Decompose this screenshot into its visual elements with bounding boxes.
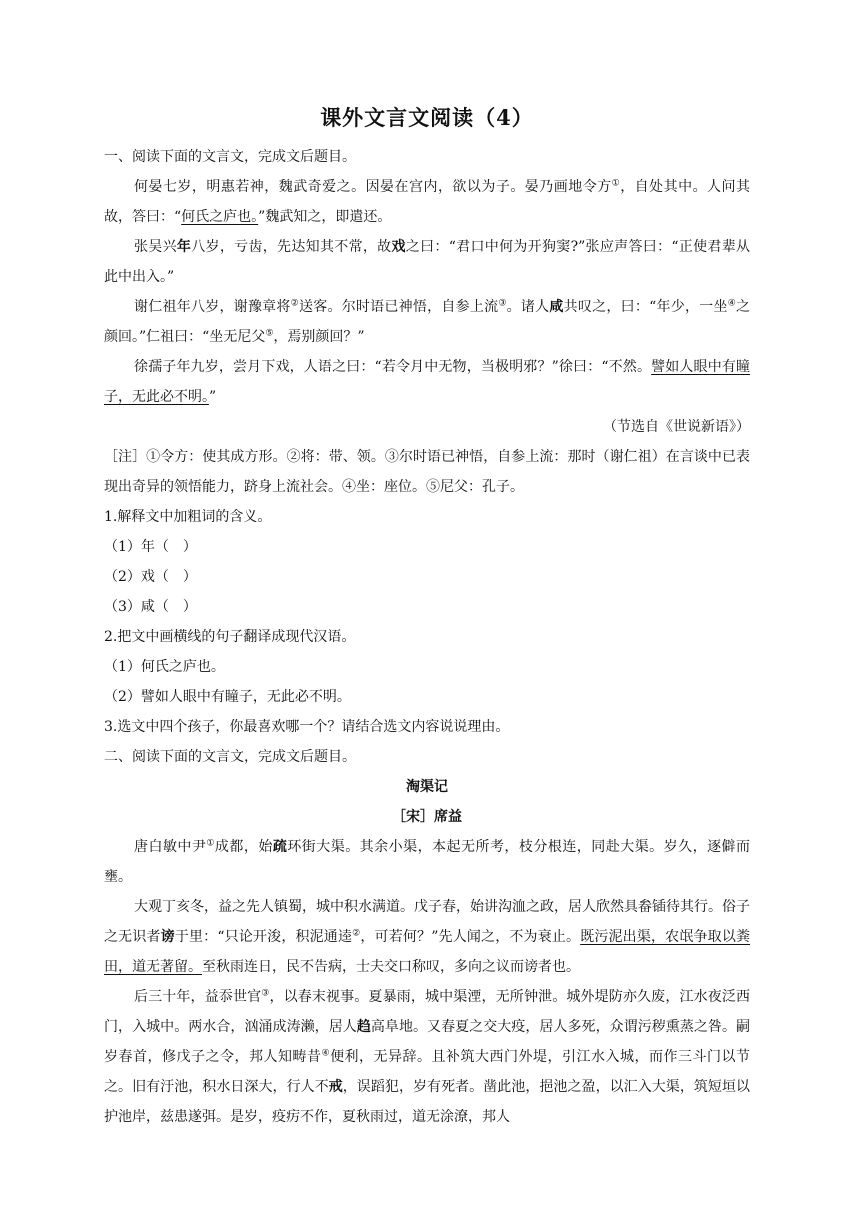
passage1-paragraph-4: 徐孺子年九岁，尝月下戏，人语之曰：“若令月中无物，当极明邪？”徐曰：“不然。譬如人眼中有瞳子，无此必不明。”: [104, 359, 750, 405]
question-2-item-1: （1）何氏之庐也。: [104, 659, 225, 675]
question-1: 1.解释文中加粗词的含义。: [104, 509, 272, 525]
bold-word-xi: 戏: [391, 239, 406, 255]
question-2: 2.把文中画横线的句子翻译成现代汉语。: [104, 629, 356, 645]
source-citation: （节选自《世说新语》）: [603, 419, 750, 435]
page-title: 课外文言文阅读（4）: [320, 105, 534, 130]
bold-word-shu: 疏: [272, 839, 288, 855]
underlined-sentence-1: 何氏之庐也。: [181, 209, 259, 225]
article-title: 淘渠记: [406, 779, 448, 795]
bold-word-qu: 趋: [356, 1019, 371, 1035]
bold-word-nian: 年: [176, 239, 192, 255]
passage1-paragraph-3: 谢仁祖年八岁，谢豫章将②送客。尔时语已神悟，自参上流③。诸人咸共叹之，曰：“年少，一坐④之颜回。”仁祖曰：“坐无尼父⑤，焉别颜回？”: [104, 298, 750, 345]
question-2-item-2: （2）譬如人眼中有瞳子，无此必不明。: [104, 689, 351, 705]
underlined-sentence-3: 既污泥出渠，农氓争取以粪田，道无著留。: [104, 929, 750, 975]
annotation-notes: ［注］①令方：使其成方形。②将：带、领。③尔时语已神悟，自参上流：那时（谢仁祖）在言谈中已表现出奇异的领悟能力，跻身上流社会。④坐：座位。⑤尼父：孔子。: [104, 449, 750, 495]
bold-word-bang: 谤: [160, 929, 175, 945]
passage2-paragraph-2: 大观丁亥冬，益之先人镇蜀，城中积水满道。戊子春，始讲沟洫之政，居人欣然具畚锸待其行。俗子之无识者谤于里：“只论开浚，积泥通逵②，可若何？”先人闻之，不为衰止。既污泥出渠，农氓争取以粪田，道无著留。至秋雨连日，民不告病，士夫交口称叹，多向之议而谤者也。: [104, 899, 750, 975]
article-author: ［宋］席益: [392, 809, 462, 825]
bold-word-xian: 咸: [549, 299, 564, 315]
document-page: [104, 102, 750, 1132]
question-1-item-3: （3）咸（ ）: [104, 599, 197, 615]
section2-heading: 二、阅读下面的文言文，完成文后题目。: [104, 749, 356, 765]
passage2-paragraph-1: 唐白敏中尹①成都，始疏环街大渠。其余小渠，本起无所考，枝分根连，同赴大渠。岁久，逐僻而壅。: [104, 838, 751, 885]
underlined-sentence-2: 譬如人眼中有瞳子，无此必不明。: [104, 359, 750, 405]
section1-heading: 一、阅读下面的文言文，完成文后题目。: [104, 149, 356, 165]
passage1-paragraph-1: 何晏七岁，明惠若神，魏武奇爱之。因晏在宫内，欲以为子。晏乃画地令方①，自处其中。人问其故，答曰：“何氏之庐也。”魏武知之，即遣还。: [104, 178, 750, 225]
passage2-paragraph-3: 后三十年，益忝世官③，以春末视事。夏暴雨，城中渠湮，无所钟泄。城外堤防亦久废，江水夜泛西门，入城中。两水合，汹涌成涛濑，居人趋高阜地。又春夏之交大疫，居人多死，众谓污秽熏蒸之咎。嗣岁春首，修戊子之令，邦人知畴昔④便利，无异辞。且补筑大西门外堤，引江水入城，而作三斗门以节之。旧有汙池，积水日深大，行人不戒，误蹈犯，岁有死者。凿此池，挹池之盈，以汇入大渠，筑短垣以护池岸，兹患遂弭。是岁，疫疠不作，夏秋雨过，道无涂潦，邦人: [104, 988, 751, 1125]
question-1-item-2: （2）戏（ ）: [104, 569, 197, 585]
question-1-item-1: （1）年（ ）: [104, 539, 197, 555]
passage1-paragraph-2: 张吴兴年八岁，亏齿，先达知其不常，故戏之曰：“君口中何为开狗窦?”张应声答曰：“正使君辈从此中出入。”: [104, 239, 751, 285]
bold-word-jie: 戒: [328, 1079, 343, 1095]
question-3: 3.选文中四个孩子，你最喜欢哪一个？请结合选文内容说说理由。: [104, 719, 510, 735]
